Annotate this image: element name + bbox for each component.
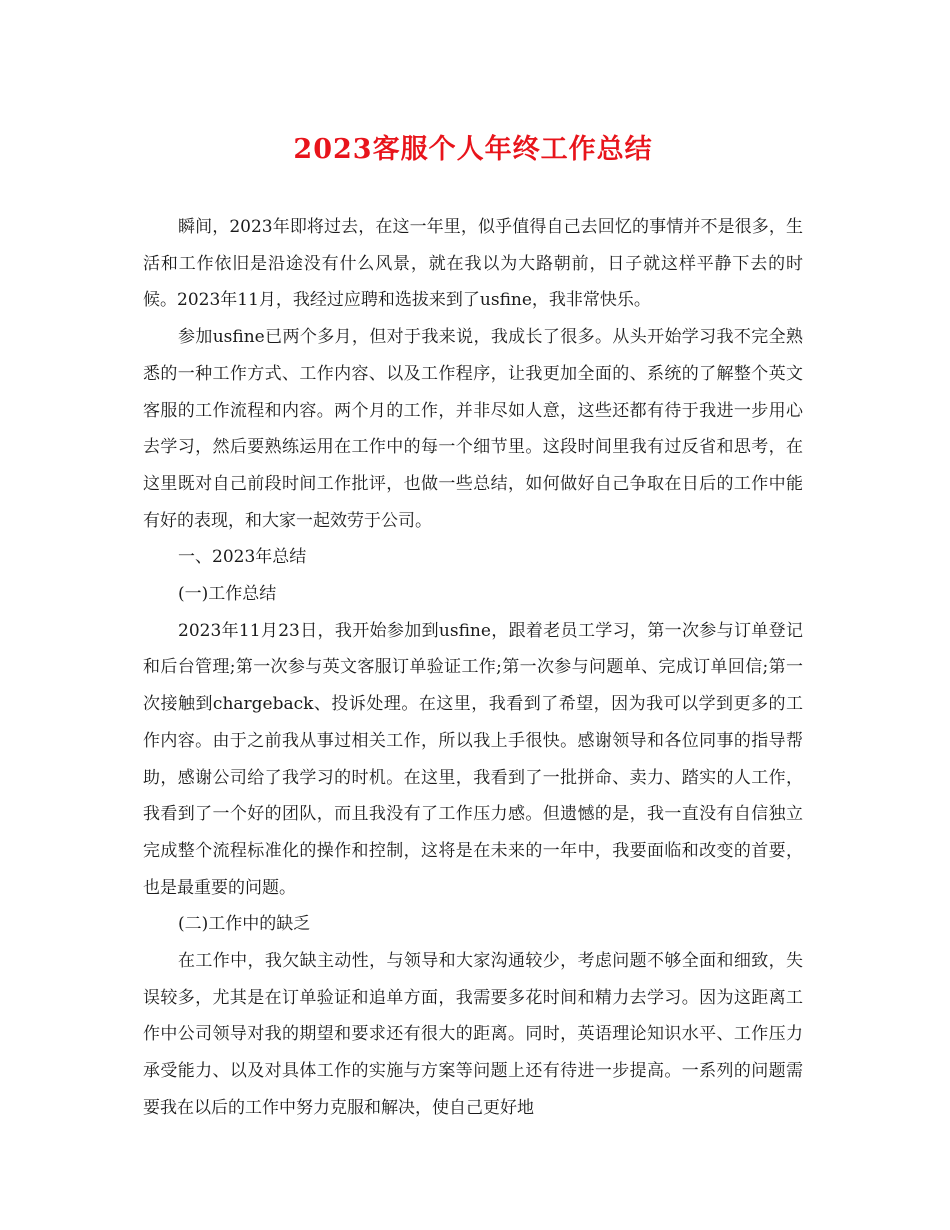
document-page bbox=[143, 128, 803, 1127]
paragraph-work-summary: 2023年11月23日，我开始参加到usfine，跟着老员工学习，第一次参与订单登记和后台管理;第一次参与英文客服订单验证工作;第一次参与问题单、完成订单回信;第一次接触到chargeback、投诉处理。在这里，我看到了希望，因为我可以学到更多的工作内容。由于之前我从事过相关工作，所以我上手很快。感谢领导和各位同事的指导帮助，感谢公司给了我学习的时机。在这里，我看到了一批拼命、卖力、踏实的人工作，我看到了一个好的团队，而且我没有了工作压力感。但遗憾的是，我一直没有自信独立完成整个流程标准化的操作和控制，这将是在未来的一年中，我要面临和改变的首要，也是最重要的问题。 bbox=[143, 620, 803, 898]
paragraph-shortcomings: 在工作中，我欠缺主动性，与领导和大家沟通较少，考虑问题不够全面和细致，失误较多，尤其是在订单验证和追单方面，我需要多花时间和精力去学习。因为这距离工作中公司领导对我的期望和要求还有很大的距离。同时，英语理论知识水平、工作压力承受能力、以及对具体工作的实施与方案等问题上还有待进一步提高。一系列的问题需要我在以后的工作中努力克服和解决，使自己更好地 bbox=[143, 951, 803, 1118]
subheading-work-summary: (一)工作总结 bbox=[178, 584, 277, 605]
paragraph-intro: 瞬间，2023年即将过去，在这一年里，似乎值得自己去回忆的事情并不是很多，生活和工作依旧是沿途没有什么风景，就在我以为大路朝前，日子就这样平静下去的时候。2023年11月，我经过应聘和选拔来到了usfine，我非常快乐。 bbox=[143, 217, 803, 311]
subheading-shortcomings: (二)工作中的缺乏 bbox=[178, 914, 311, 935]
paragraph-growth: 参加usfine已两个多月，但对于我来说，我成长了很多。从头开始学习我不完全熟悉的一种工作方式、工作内容、以及工作程序，让我更加全面的、系统的了解整个英文客服的工作流程和内容。两个月的工作，并非尽如人意，这些还都有待于我进一步用心去学习，然后要熟练运用在工作中的每一个细节里。这段时间里我有过反省和思考，在这里既对自己前段时间工作批评，也做一些总结，如何做好自己争取在日后的工作中能有好的表现，和大家一起效劳于公司。 bbox=[143, 327, 803, 531]
document-title: 2023客服个人年终工作总结 bbox=[293, 134, 653, 165]
section-heading-2023-summary: 一、2023年总结 bbox=[178, 547, 307, 568]
